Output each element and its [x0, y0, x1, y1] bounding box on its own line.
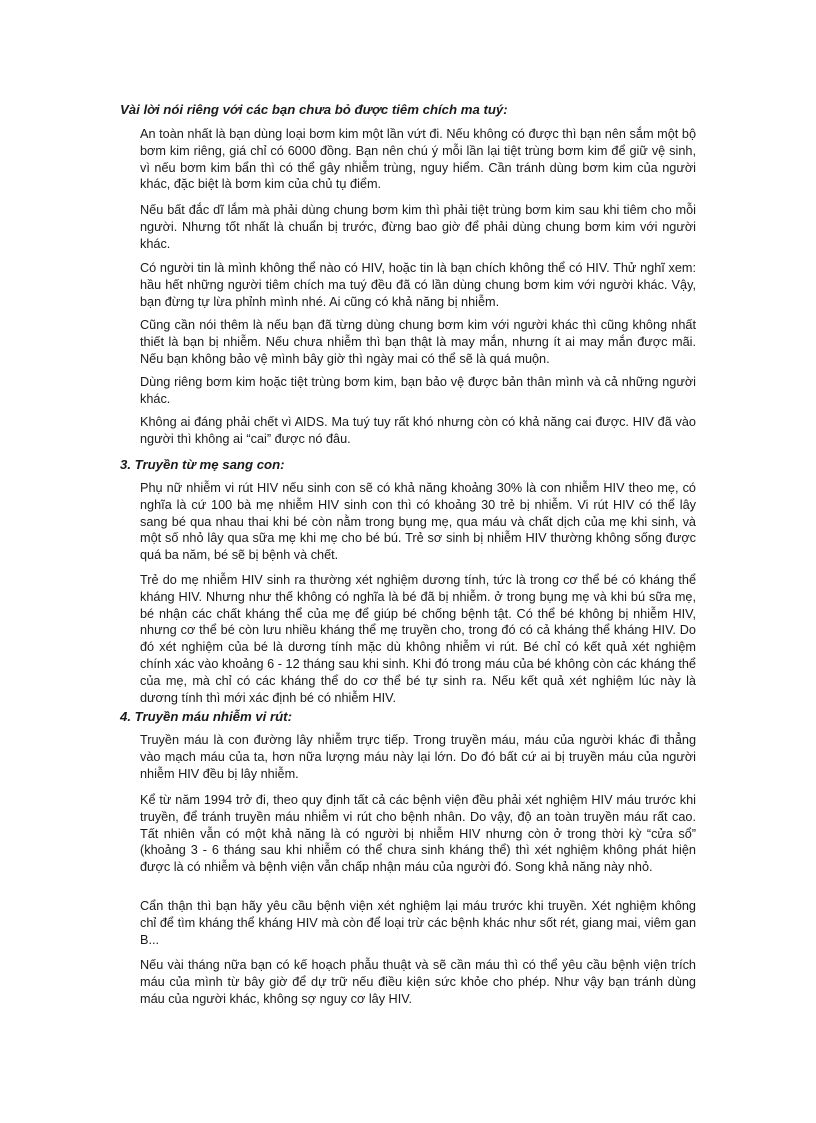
paragraph: Cũng cần nói thêm là nếu bạn đã từng dùng chung bơm kim với người khác thì cũng không nhất thiết là bạn bị nhiễm. Nếu chưa nhiễm thì bạn thật là may mắn, nhưng ít ai may mắn được mãi. Nếu bạn không bảo vệ mình bây giờ thì ngày mai có thể sẽ là quá muộn.	[140, 318, 696, 366]
paragraph: Không ai đáng phải chết vì AIDS. Ma tuý tuy rất khó nhưng còn có khả năng cai được. HIV đã vào người thì không ai “cai” được nó đâu.	[140, 415, 696, 446]
paragraph: Dùng riêng bơm kim hoặc tiệt trùng bơm kim, bạn bảo vệ được bản thân mình và cả những người khác.	[140, 375, 696, 406]
paragraph: Nếu vài tháng nữa bạn có kế hoạch phẫu thuật và sẽ cần máu thì có thể yêu cầu bệnh viện trích máu của mình từ bây giờ để dự trữ nếu điều kiện sức khỏe cho phép. Như vậy bạn tránh dùng máu của người khác, không sợ nguy cơ lây HIV.	[140, 958, 696, 1006]
section-heading-mother-to-child: 3. Truyền từ mẹ sang con:	[120, 457, 285, 472]
paragraph: Kể từ năm 1994 trở đi, theo quy định tất cả các bệnh viện đều phải xét nghiệm HIV máu trước khi truyền, để tránh truyền máu nhiễm vi rút cho bệnh nhân. Do vậy, độ an toàn truyền máu rất cao. Tất nhiên vẫn có một khả năng là có người bị nhiễm HIV nhưng còn ở trong thời kỳ “cửa sổ” (khoảng 3 - 6 tháng sau khi nhiễm có thể chưa sinh kháng thể) thì xét nghiệm không phát hiện được là có nhiễm và bệnh viện vẫn chấp nhận máu của người đó. Song khả năng này nhỏ.	[140, 793, 696, 875]
paragraph: An toàn nhất là bạn dùng loại bơm kim một lần vứt đi. Nếu không có được thì bạn nên sắm một bộ bơm kim riêng, giá chỉ có 6000 đồng. Bạn nên chú ý mỗi lần lại tiệt trùng bơm kim để giữ vệ sinh, vì nếu bơm kim bẩn thì có thể gây nhiễm trùng, nguy hiểm. Cần tránh dùng bơm kim của người khác, đặc biệt là bơm kim của chủ tụ điểm.	[140, 127, 696, 192]
paragraph: Có người tin là mình không thể nào có HIV, hoặc tin là bạn chích không thể có HIV. Thử nghĩ xem: hầu hết những người tiêm chích ma tuý đều đã có lần dùng chung bơm kim với người khác. Vậy, bạn đừng tự lừa phỉnh mình nhé. Ai cũng có khả năng bị nhiễm.	[140, 261, 696, 309]
paragraph: Cẩn thận thì bạn hãy yêu cầu bệnh viện xét nghiệm lại máu trước khi truyền. Xét nghiệm không chỉ để tìm kháng thể kháng HIV mà còn để loại trừ các bệnh khác như sốt rét, giang mai, viêm gan B...	[140, 899, 696, 947]
paragraph: Truyền máu là con đường lây nhiễm trực tiếp. Trong truyền máu, máu của người khác đi thẳng vào mạch máu của ta, hơn nữa lượng máu này lại lớn. Do đó bất cứ ai bị truyền máu của người nhiễm HIV đều bị lây nhiễm.	[140, 733, 696, 781]
paragraph: Trẻ do mẹ nhiễm HIV sinh ra thường xét nghiệm dương tính, tức là trong cơ thể bé có kháng thể kháng HIV. Nhưng như thế không có nghĩa là bé đã bị nhiễm. ở trong bụng mẹ và khi bú sữa mẹ, bé nhận các chất kháng thể của mẹ để giúp bé chống bệnh tật. Có thể bé không bị nhiễm HIV, nhưng cơ thể bé còn lưu nhiều kháng thể mẹ truyền cho, trong đó có cả kháng thể kháng HIV. Do đó xét nghiệm của bé là dương tính mặc dù không nhiễm vi rút. Bé chỉ có kết quả xét nghiệm chính xác vào khoảng 6 - 12 tháng sau khi sinh. Khi đó trong máu của bé không còn các kháng thể của mẹ, mà chỉ có các kháng thể do cơ thể bé tự sinh ra. Nếu kết quả xét nghiệm lúc này là dương tính thì mới xác định bé có nhiễm HIV.	[140, 573, 696, 705]
section-heading-advice: Vài lời nói riêng với các bạn chưa bỏ được tiêm chích ma tuý:	[120, 102, 508, 117]
paragraph: Phụ nữ nhiễm vi rút HIV nếu sinh con sẽ có khả năng khoảng 30% là con nhiễm HIV theo mẹ, có nghĩa là cứ 100 bà mẹ nhiễm HIV sinh con thì có khoảng 30 trẻ bị nhiễm. Vi rút HIV có thể lây sang bé qua nhau thai khi bé còn nằm trong bụng mẹ, qua máu và chất dịch của mẹ khi sinh, và một số nhỏ lây qua sữa mẹ khi mẹ cho bé bú. Trẻ sơ sinh bị nhiễm HIV thường không sống được quá ba năm, bé sẽ bị bệnh và chết.	[140, 481, 696, 563]
section-heading-blood-transfusion: 4. Truyền máu nhiễm vi rút:	[120, 709, 292, 724]
paragraph: Nếu bất đắc dĩ lắm mà phải dùng chung bơm kim thì phải tiệt trùng bơm kim sau khi tiêm cho mỗi người. Nhưng tốt nhất là chuẩn bị trước, đừng bao giờ để phải dùng chung bơm kim với người khác.	[140, 203, 696, 251]
